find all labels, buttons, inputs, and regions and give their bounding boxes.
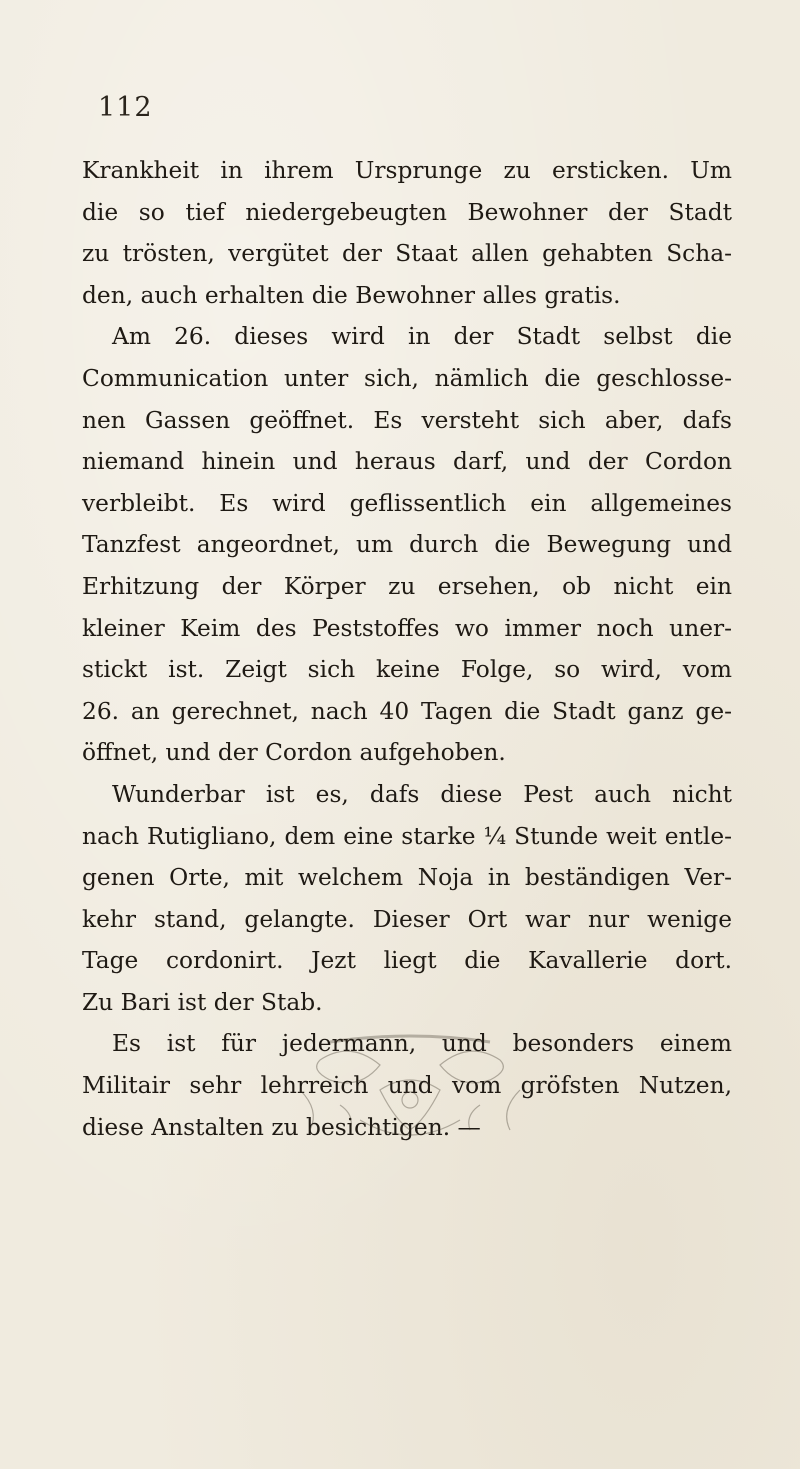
text-line: Tage cordonirt. Jezt liegt die Kavallerie dort. <box>82 947 732 975</box>
text-line: öffnet, und der Cordon aufgehoben. <box>82 739 506 767</box>
text-line: Zu Bari ist der Stab. <box>82 988 323 1016</box>
text-line: genen Orte, mit welchem Noja in beständigen Ver- <box>82 864 732 892</box>
text-line: den, auch erhalten die Bewohner alles gratis. <box>82 281 621 309</box>
text-line: Es ist für jedermann, und besonders einem <box>112 1030 732 1058</box>
text-line: Wunderbar ist es, dafs diese Pest auch nicht <box>112 780 732 808</box>
text-line: kleiner Keim des Peststoffes wo immer noch uner- <box>82 614 732 642</box>
text-line: zu trösten, vergütet der Staat allen gehabten Scha- <box>82 240 732 268</box>
text-line: niemand hinein und heraus darf, und der Cordon <box>82 448 732 476</box>
text-line: Krankheit in ihrem Ursprunge zu ersticken. Um <box>82 157 732 184</box>
text-line: Am 26. dieses wird in der Stadt selbst die <box>112 323 732 351</box>
text-line: kehr stand, gelangte. Dieser Ort war nur wenige <box>82 905 732 933</box>
text-line: Communication unter sich, nämlich die geschlosse- <box>82 364 732 392</box>
text-line: Militair sehr lehrreich und vom gröfsten Nutzen, <box>82 1072 732 1100</box>
page-number: 112 <box>98 92 153 123</box>
text-line: Erhitzung der Körper zu ersehen, ob nicht ein <box>82 572 732 600</box>
text-line: verbleibt. Es wird geflissentlich ein allgemeines <box>82 489 732 517</box>
text-line: nen Gassen geöffnet. Es versteht sich aber, dafs <box>82 406 732 434</box>
text-line: die so tief niedergebeugten Bewohner der Stadt <box>82 198 732 226</box>
text-line: 26. an gerechnet, nach 40 Tagen die Stadt ganz ge- <box>82 697 732 725</box>
text-line: diese Anstalten zu besichtigen. — <box>82 1113 481 1141</box>
text-line: stickt ist. Zeigt sich keine Folge, so wird, vom <box>82 656 732 684</box>
text-line: nach Rutigliano, dem eine starke ¼ Stunde weit entle- <box>82 822 732 850</box>
decorative-tailpiece-icon <box>260 1020 560 1160</box>
body-text <box>82 150 732 1148</box>
text-line: Tanzfest angeordnet, um durch die Bewegung und <box>82 531 732 559</box>
